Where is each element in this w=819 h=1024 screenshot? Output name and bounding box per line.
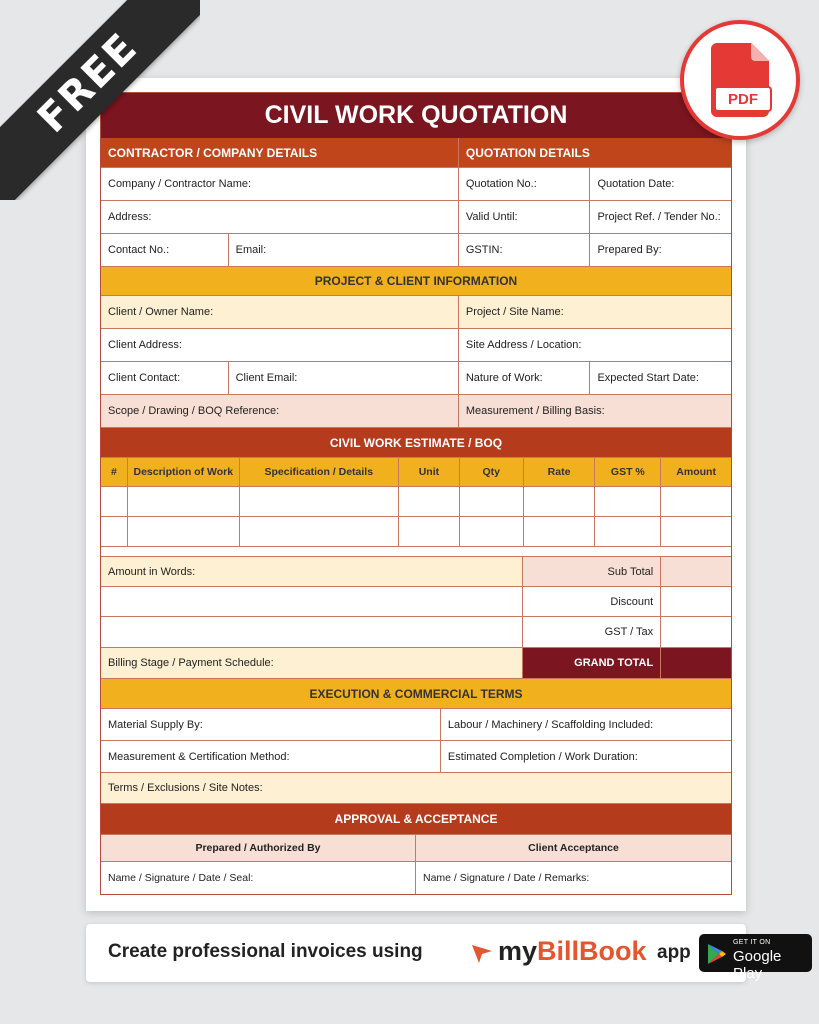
client-contact-field[interactable]: Client Contact: (108, 372, 181, 384)
sub-total-label: Sub Total (522, 557, 661, 586)
material-supply-field[interactable]: Material Supply By: (108, 718, 203, 731)
amount-in-words-line[interactable] (101, 617, 522, 647)
col-description: Description of Work (127, 458, 239, 486)
col-unit: Unit (398, 458, 459, 486)
boq-cell[interactable] (239, 517, 398, 546)
grand-total-label: GRAND TOTAL (522, 648, 661, 678)
free-ribbon-wrap (0, 0, 200, 200)
project-ref-field[interactable]: Project Ref. / Tender No.: (589, 201, 731, 233)
gst-tax-value[interactable] (660, 617, 731, 647)
col-qty: Qty (459, 458, 523, 486)
boq-cell[interactable] (239, 487, 398, 516)
quotation-sheet (100, 92, 732, 895)
boq-cell[interactable] (594, 487, 660, 516)
quotation-date-field[interactable]: Quotation Date: (589, 168, 731, 200)
pdf-label: PDF (714, 86, 772, 112)
scope-field[interactable]: Scope / Drawing / BOQ Reference: (101, 395, 458, 427)
prepared-by-heading: Prepared / Authorized By (101, 835, 415, 861)
quotation-number-field[interactable]: Quotation No.: (458, 168, 590, 200)
discount-value[interactable] (660, 587, 731, 616)
prepared-by-field[interactable]: Prepared By: (589, 234, 731, 266)
discount-label: Discount (522, 587, 661, 616)
document-title: CIVIL WORK QUOTATION (101, 93, 731, 138)
address-field[interactable]: Address: (108, 211, 152, 223)
terms-header: EXECUTION & COMMERCIAL TERMS (101, 679, 731, 708)
brand-my: my (498, 936, 538, 966)
pdf-badge[interactable] (680, 20, 800, 140)
project-header: PROJECT & CLIENT INFORMATION (101, 267, 731, 295)
billing-stage-field[interactable]: Billing Stage / Payment Schedule: (101, 648, 522, 678)
client-name-field[interactable]: Client / Owner Name: (101, 296, 458, 328)
company-name-field[interactable]: Company / Contractor Name: (108, 178, 252, 190)
boq-row (101, 486, 731, 516)
gstin-field[interactable]: GSTIN: (458, 234, 590, 266)
amount-in-words-line[interactable] (101, 587, 522, 616)
boq-cell[interactable] (101, 517, 127, 546)
email-field[interactable]: Email: (228, 234, 458, 266)
contact-field[interactable]: Contact No.: (108, 244, 170, 256)
completion-field[interactable]: Estimated Completion / Work Duration: (440, 741, 731, 772)
estimate-header: CIVIL WORK ESTIMATE / BOQ (101, 428, 731, 457)
boq-cell[interactable] (101, 487, 127, 516)
col-rate: Rate (523, 458, 595, 486)
approval-header: APPROVAL & ACCEPTANCE (101, 804, 731, 834)
col-gst: GST % (594, 458, 660, 486)
app-text: app (657, 942, 691, 963)
gst-tax-label: GST / Tax (522, 617, 661, 647)
boq-cell[interactable] (398, 487, 459, 516)
client-address-field[interactable]: Client Address: (108, 339, 182, 351)
boq-cell[interactable] (459, 517, 523, 546)
table-spacer (101, 546, 731, 556)
sub-total-value[interactable] (660, 557, 731, 586)
free-ribbon: FREE (0, 0, 200, 200)
site-address-field[interactable]: Site Address / Location: (458, 329, 731, 361)
valid-until-field[interactable]: Valid Until: (458, 201, 590, 233)
google-play-icon (707, 943, 727, 965)
brand-billbook: BillBook (537, 936, 647, 966)
col-amount: Amount (660, 458, 731, 486)
promo-banner[interactable] (86, 924, 782, 982)
google-play-label: Google Play (733, 948, 782, 982)
client-email-field[interactable]: Client Email: (228, 362, 458, 394)
measurement-method-field[interactable]: Measurement & Certification Method: (108, 750, 290, 763)
site-notes-field[interactable]: Terms / Exclusions / Site Notes: (101, 773, 731, 803)
prepared-signature-field[interactable]: Name / Signature / Date / Seal: (108, 872, 254, 884)
boq-row (101, 516, 731, 546)
brand-name (498, 936, 647, 967)
boq-cell[interactable] (523, 487, 595, 516)
boq-cell[interactable] (523, 517, 595, 546)
mybillbook-logo-icon (470, 941, 494, 965)
google-play-button[interactable] (699, 934, 812, 982)
boq-cell[interactable] (127, 517, 239, 546)
amount-in-words-field[interactable]: Amount in Words: (101, 557, 522, 586)
labour-field[interactable]: Labour / Machinery / Scaffolding Included: (440, 709, 731, 740)
quotation-header: QUOTATION DETAILS (458, 138, 731, 167)
contractor-header: CONTRACTOR / COMPANY DETAILS (101, 138, 458, 167)
nature-of-work-field[interactable]: Nature of Work: (458, 362, 590, 394)
boq-cell[interactable] (459, 487, 523, 516)
grand-total-value[interactable] (660, 648, 731, 678)
promo-text: Create professional invoices using (108, 941, 423, 962)
site-name-field[interactable]: Project / Site Name: (458, 296, 731, 328)
boq-cell[interactable] (127, 487, 239, 516)
start-date-field[interactable]: Expected Start Date: (589, 362, 731, 394)
billing-basis-field[interactable]: Measurement / Billing Basis: (458, 395, 731, 427)
col-specification: Specification / Details (239, 458, 398, 486)
quotation-paper (86, 78, 746, 911)
boq-cell[interactable] (660, 487, 731, 516)
boq-cell[interactable] (660, 517, 731, 546)
boq-cell[interactable] (398, 517, 459, 546)
get-it-on-label: GET IT ON (733, 939, 771, 946)
client-acceptance-heading: Client Acceptance (415, 835, 731, 861)
client-signature-field[interactable]: Name / Signature / Date / Remarks: (415, 862, 731, 894)
boq-cell[interactable] (594, 517, 660, 546)
col-number: # (101, 458, 127, 486)
